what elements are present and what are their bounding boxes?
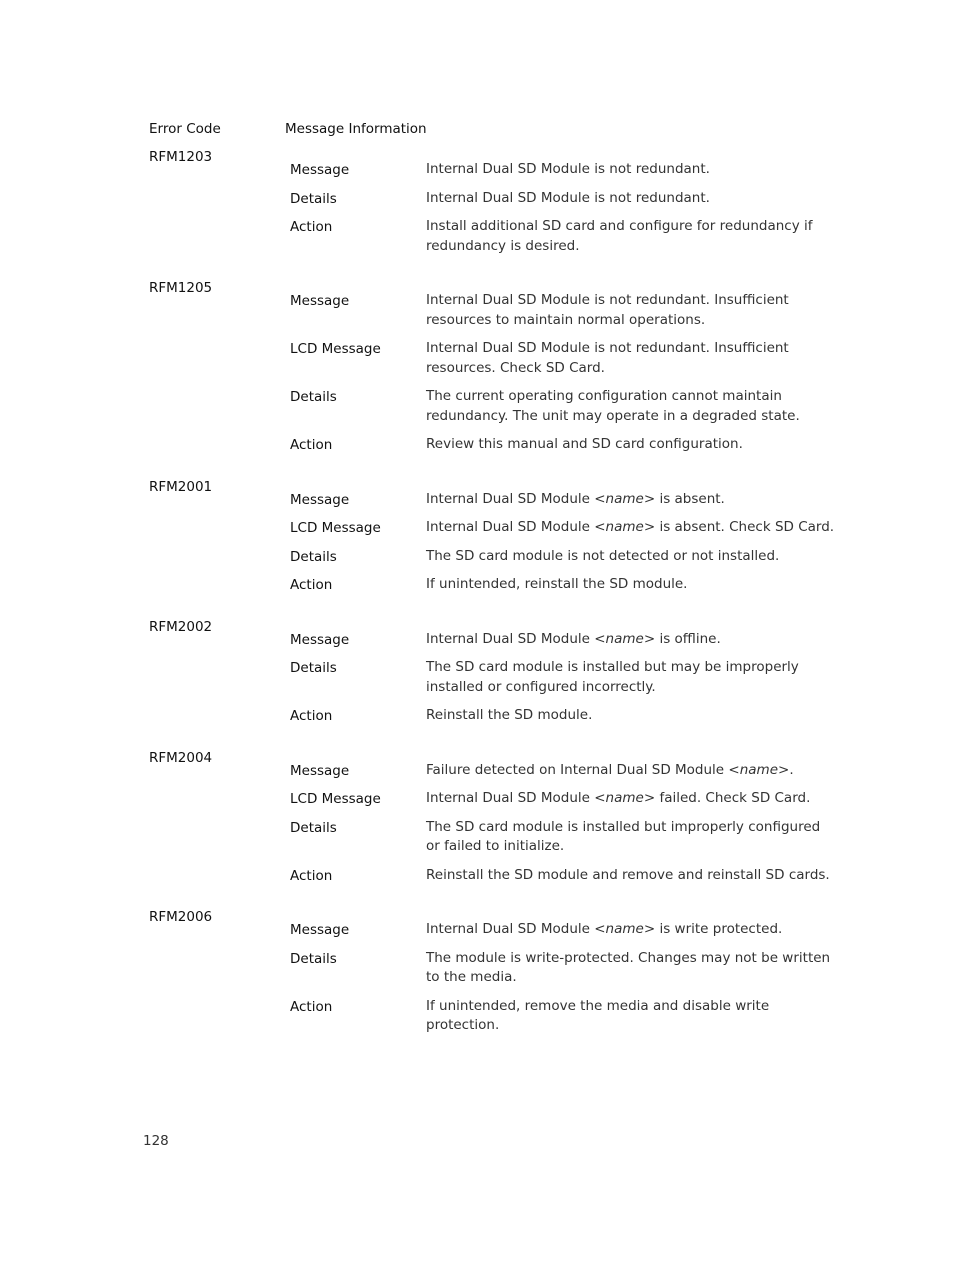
placeholder-name: name [605, 790, 644, 806]
text-segment: Internal Dual SD Module < [426, 519, 606, 535]
error-code-entry [0, 478, 954, 595]
text-segment: Internal Dual SD Module < [426, 790, 606, 806]
info-label: Message [290, 762, 350, 779]
error-code-list [0, 148, 954, 1059]
text-segment: > is offline. [643, 630, 721, 647]
text-segment: Internal Dual SD Module is not redundant. Insufficient resources to maintain normal operations. [426, 292, 789, 328]
info-row [0, 630, 954, 650]
info-row [0, 818, 954, 857]
placeholder-name: name [605, 921, 644, 937]
error-code-entry [0, 908, 954, 1036]
text-segment: If unintended, remove the media and disable write protection. [426, 997, 770, 1033]
info-label: Action [290, 437, 333, 453]
message-information [0, 279, 954, 455]
info-label: Action [290, 998, 333, 1015]
info-text [426, 387, 836, 426]
info-label: Message [290, 491, 350, 508]
text-segment: Internal Dual SD Module is not redundant. [426, 189, 710, 206]
info-label: Details [290, 190, 337, 207]
info-label: LCD Message [290, 520, 381, 536]
info-label: Message [290, 631, 350, 648]
info-text [426, 818, 836, 857]
info-row [0, 435, 954, 455]
info-row [0, 761, 954, 781]
info-label: Message [290, 922, 350, 938]
info-label: Action [290, 708, 333, 724]
table-header [149, 119, 849, 139]
info-label: Details [290, 660, 337, 676]
text-segment: The SD card module is not detected or not installed. [426, 547, 780, 564]
info-text [426, 706, 836, 726]
error-code-entry [0, 148, 954, 256]
info-row [0, 949, 954, 988]
text-segment: > is absent. [643, 490, 725, 507]
error-code: RFM2002 [149, 618, 213, 635]
info-label: Action [290, 219, 333, 235]
error-code: RFM1203 [149, 149, 213, 165]
info-text [426, 547, 836, 567]
text-segment: The current operating configuration cannot maintain redundancy. The unit may operate in a degraded state. [426, 388, 800, 424]
info-row [0, 920, 954, 940]
info-label: Details [290, 548, 337, 565]
message-information [0, 618, 954, 726]
text-segment: Internal Dual SD Module < [426, 490, 606, 507]
info-row [0, 490, 954, 510]
info-row [0, 789, 954, 809]
info-text [426, 789, 836, 809]
info-row [0, 339, 954, 378]
info-text [426, 575, 836, 595]
info-label: Details [290, 389, 337, 405]
info-text [426, 518, 836, 538]
info-label: Action [290, 577, 333, 593]
text-segment: Reinstall the SD module. [426, 707, 593, 723]
info-row [0, 547, 954, 567]
info-text [426, 949, 836, 988]
placeholder-name: name [605, 630, 644, 647]
info-row [0, 217, 954, 256]
info-label: Details [290, 819, 337, 836]
info-row [0, 518, 954, 538]
message-information [0, 148, 954, 256]
text-segment: > failed. Check SD Card. [643, 790, 811, 806]
message-information-heading: Message Information [285, 121, 427, 137]
info-text [426, 997, 836, 1036]
placeholder-name: name [605, 519, 644, 535]
info-text [426, 291, 836, 330]
info-text [426, 630, 836, 650]
info-label: LCD Message [290, 341, 381, 357]
info-text [426, 658, 836, 697]
message-information [0, 749, 954, 886]
text-segment: Internal Dual SD Module is not redundant. Insufficient resources. Check SD Card. [426, 340, 789, 376]
info-text [426, 189, 836, 209]
info-row [0, 160, 954, 180]
error-code: RFM2001 [149, 478, 213, 495]
message-information [0, 478, 954, 595]
text-segment: The SD card module is installed but improperly configured or failed to initialize. [426, 818, 821, 854]
text-segment: Failure detected on Internal Dual SD Module < [426, 761, 740, 778]
page-number: 128 [143, 1133, 169, 1149]
info-text [426, 761, 836, 781]
info-text [426, 920, 836, 940]
error-code: RFM2006 [149, 909, 213, 925]
placeholder-name: name [739, 761, 779, 778]
info-row [0, 575, 954, 595]
text-segment: Reinstall the SD module and remove and reinstall SD cards. [426, 866, 830, 883]
info-label: LCD Message [290, 791, 381, 807]
text-segment: Internal Dual SD Module < [426, 630, 606, 647]
text-segment: Internal Dual SD Module is not redundant. [426, 161, 710, 177]
info-row [0, 291, 954, 330]
message-information [0, 908, 954, 1036]
info-row [0, 387, 954, 426]
text-segment: > is write protected. [643, 921, 783, 937]
error-code-entry [0, 279, 954, 455]
text-segment: The SD card module is installed but may be improperly installed or configured incorrectly. [426, 659, 799, 695]
text-segment: > is absent. Check SD Card. [643, 519, 835, 535]
info-label: Action [290, 867, 333, 884]
info-text [426, 160, 836, 180]
info-text [426, 866, 836, 886]
text-segment: Install additional SD card and configure for redundancy if redundancy is desired. [426, 218, 813, 254]
info-row [0, 706, 954, 726]
info-text [426, 490, 836, 510]
text-segment: Review this manual and SD card configuration. [426, 436, 743, 452]
text-segment: If unintended, reinstall the SD module. [426, 576, 688, 592]
info-text [426, 435, 836, 455]
info-label: Message [290, 162, 350, 178]
info-text [426, 339, 836, 378]
error-code-entry [0, 618, 954, 726]
error-code-entry [0, 749, 954, 886]
info-label: Message [290, 293, 350, 309]
error-code: RFM2004 [149, 749, 213, 766]
text-segment: The module is write-protected. Changes may not be written to the media. [426, 949, 831, 985]
info-text [426, 217, 836, 256]
error-code-heading: Error Code [149, 121, 221, 137]
text-segment: >. [778, 761, 794, 778]
info-row [0, 997, 954, 1036]
info-row [0, 189, 954, 209]
info-row [0, 658, 954, 697]
placeholder-name: name [605, 490, 644, 507]
info-row [0, 866, 954, 886]
text-segment: Internal Dual SD Module < [426, 921, 606, 937]
info-label: Details [290, 950, 337, 967]
error-code: RFM1205 [149, 280, 213, 296]
